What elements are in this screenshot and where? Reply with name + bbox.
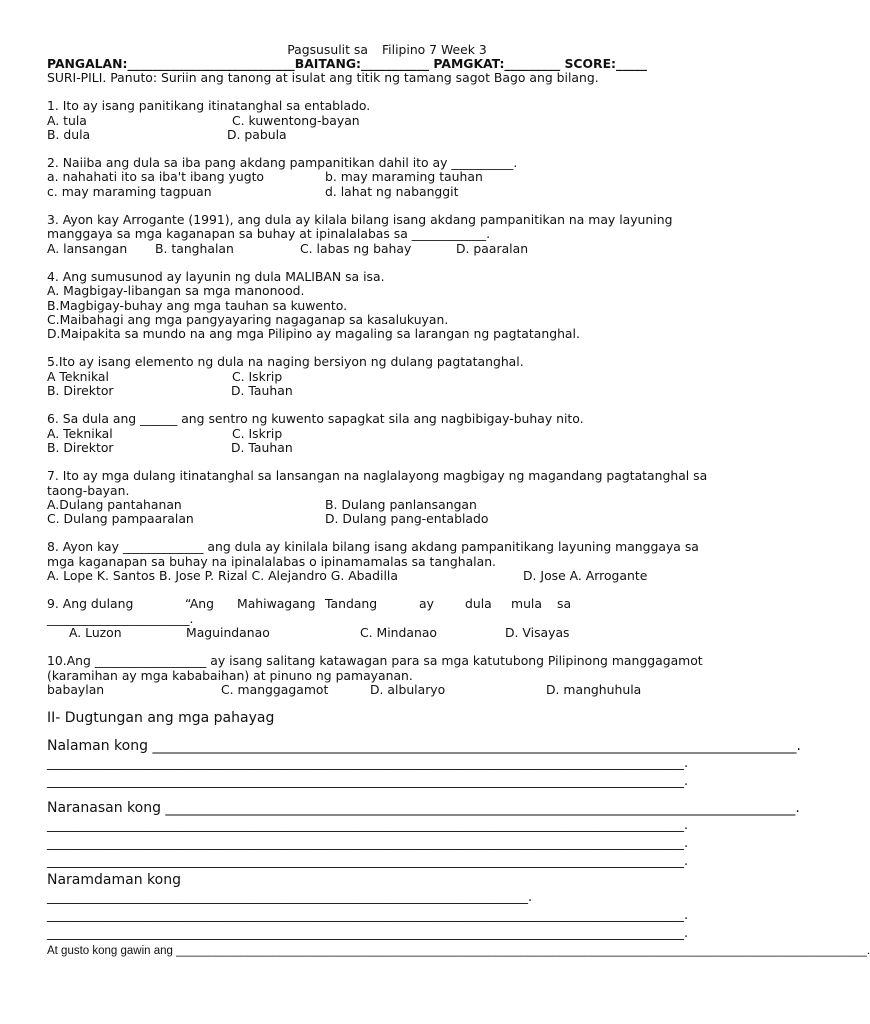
- answer-line[interactable]: __________________________________________________________________________.: [47, 890, 533, 906]
- title-right: Filipino 7 Week 3: [381, 42, 487, 57]
- choice-d: D.Maipakita sa mundo na ang mga Pilipino ay magaling sa larangan ng pagtatanghal.: [47, 326, 580, 342]
- section-2-title: II- Dugtungan ang mga pahayag: [47, 710, 275, 727]
- question-8: [47, 540, 727, 583]
- choice-b: b. may maraming tauhan: [325, 169, 483, 185]
- question-stem: 5.Ito ay isang elemento ng dula na naging bersiyon ng dulang pagtatanghal.: [47, 354, 524, 370]
- choice-d: D. Tauhan: [231, 439, 293, 455]
- question-stem: 8. Ayon kay _____________ ang dula ay kinilala bilang isang akdang pampanitikang layuning manggaya sa mga kaganapan sa buhay na ipinalalabas o ipinamamalas sa tanghalan.: [47, 539, 699, 569]
- choice-c: C. Iskrip: [232, 368, 283, 384]
- choice-d: D. pabula: [227, 126, 287, 142]
- choice-d: D. albularyo: [370, 681, 446, 697]
- choice-b: B. tanghalan: [155, 240, 234, 256]
- answer-blank: _______________________.: [47, 610, 194, 626]
- choice-a: A. tula: [47, 112, 87, 128]
- prompt-gusto: At gusto kong gawin ang ____________________________________________________________________________________________________________.: [47, 945, 870, 958]
- choice-a: A. Luzon: [69, 624, 122, 640]
- page-title: [47, 42, 727, 57]
- choice-b: B.Magbigay-buhay ang mga tauhan sa kuwento.: [47, 297, 348, 313]
- choice-c: C. kuwentong-bayan: [232, 112, 360, 128]
- title-left: Pagsusulit sa: [287, 42, 368, 57]
- question-stem: 2. Naiiba ang dula sa iba pang akdang pampanitikan dahil ito ay __________.: [47, 155, 518, 171]
- question-stem: 1. Ito ay isang panitikang itinatanghal sa entablado.: [47, 98, 371, 114]
- choice-a: babaylan: [47, 681, 105, 697]
- answer-line[interactable]: __________________________________________________________________________________________________.: [47, 854, 689, 870]
- choice-d2: D. manghuhula: [546, 681, 642, 697]
- question-1: [47, 99, 727, 142]
- choice-b: B. Direktor: [47, 439, 114, 455]
- question-4: [47, 270, 727, 341]
- question-stem: 4. Ang sumusunod ay layunin ng dula MALIBAN sa isa.: [47, 268, 385, 284]
- answer-line[interactable]: __________________________________________________________________________________________________.: [47, 756, 689, 772]
- answer-line[interactable]: __________________________________________________________________________________________________.: [47, 818, 689, 834]
- answer-line[interactable]: __________________________________________________________________________________________________.: [47, 926, 689, 942]
- choice-c: c. may maraming tagpuan: [47, 183, 212, 199]
- choice-c: C.Maibahagi ang mga pangyayaring nagaganap sa kasalukuyan.: [47, 311, 449, 327]
- choice-a: A Teknikal: [47, 368, 109, 384]
- choice-d: D. Dulang pang-entablado: [325, 511, 489, 527]
- choice-c: C. labas ng bahay: [300, 240, 412, 256]
- student-info-header: PANGALAN:___________________________BAITANG:___________ PAMGKAT:_________ SCORE:_____: [47, 56, 647, 71]
- prompt-label: Nalaman kong: [47, 738, 148, 755]
- question-3: [47, 213, 727, 256]
- question-7: [47, 469, 727, 526]
- instructions: SURI-PILI. Panuto: Suriin ang tanong at isulat ang titik ng tamang sagot Bago ang bilang.: [47, 70, 599, 85]
- choice-a: a. nahahati ito sa iba't ibang yugto: [47, 169, 265, 185]
- question-5: [47, 355, 727, 398]
- answer-line[interactable]: __________________________________________________________________________________________________.: [47, 774, 689, 790]
- answer-line[interactable]: __________________________________________________________________________________________________.: [47, 836, 689, 852]
- question-9: [47, 597, 727, 640]
- choice-b: B. Dulang panlansangan: [325, 496, 477, 512]
- prompt-label: Naramdaman kong: [47, 872, 181, 889]
- answer-line[interactable]: __________________________________________________________________________________________________.: [47, 908, 689, 924]
- choice-d: d. lahat ng nabanggit: [325, 183, 459, 199]
- choice-b: B. Direktor: [47, 383, 114, 399]
- choice-b: Maguindanao: [186, 624, 270, 640]
- question-stem: 3. Ayon kay Arrogante (1991), ang dula ay kilala bilang isang akdang pampanitikan na may layuning manggaya sa mga kaganapan sa buhay at ipinalalabas sa ____________.: [47, 212, 673, 242]
- prompt-naranasan: Naranasan kong __________________________________________________________________________________________. __________________________________________________________________________________________________. __________________________________________________________________________________________________. __________________________________________________________________________________________________.: [47, 800, 800, 870]
- choice-c: C. Iskrip: [232, 425, 283, 441]
- prompt-naramdaman: [47, 871, 727, 943]
- choice-b: B. dula: [47, 126, 91, 142]
- choice-d: D. Visayas: [505, 624, 570, 640]
- prompt-label: Naranasan kong: [47, 800, 161, 817]
- prompt-nalaman: Nalaman kong ____________________________________________________________________________________________. __________________________________________________________________________________________________. __________________________________________________________________________________________________.: [47, 738, 801, 790]
- question-2: [47, 156, 727, 199]
- choice-a: A. Magbigay-libangan sa mga manonood.: [47, 283, 305, 299]
- choice-c: C. Dulang pampaaralan: [47, 511, 194, 527]
- worksheet: [47, 42, 870, 959]
- choices-a-b-c: A. Lope K. Santos B. Jose P. Rizal C. Alejandro G. Abadilla: [47, 568, 398, 584]
- choice-c: C. Mindanao: [360, 624, 437, 640]
- question-stem: 9. Ang dulang “Ang Mahiwagang Tandang ay dula mula sa: [47, 596, 572, 612]
- choice-d: D. Tauhan: [231, 383, 293, 399]
- prompt-label: At gusto kong gawin ang: [47, 945, 173, 958]
- question-stem: 7. Ito ay mga dulang itinatanghal sa lansangan na naglalayong magbigay ng magandang pagtatanghal sa taong-bayan.: [47, 468, 708, 498]
- question-stem: 10.Ang __________________ ay isang salitang katawagan para sa mga katutubong Pilipinong manggagamot (karamihan ay mga kababaihan) at pinuno ng pamayanan.: [47, 653, 703, 683]
- question-stem: 6. Sa dula ang ______ ang sentro ng kuwento sapagkat sila ang nagbibigay-buhay nito.: [47, 411, 584, 427]
- question-6: [47, 412, 727, 455]
- choice-a: A. Teknikal: [47, 425, 113, 441]
- choice-a: A.Dulang pantahanan: [47, 496, 182, 512]
- question-10: [47, 654, 727, 697]
- choice-d: D. Jose A. Arrogante: [523, 568, 648, 584]
- choice-c: C. manggagamot: [221, 681, 329, 697]
- choice-d: D. paaralan: [456, 240, 529, 256]
- choice-a: A. lansangan: [47, 240, 128, 256]
